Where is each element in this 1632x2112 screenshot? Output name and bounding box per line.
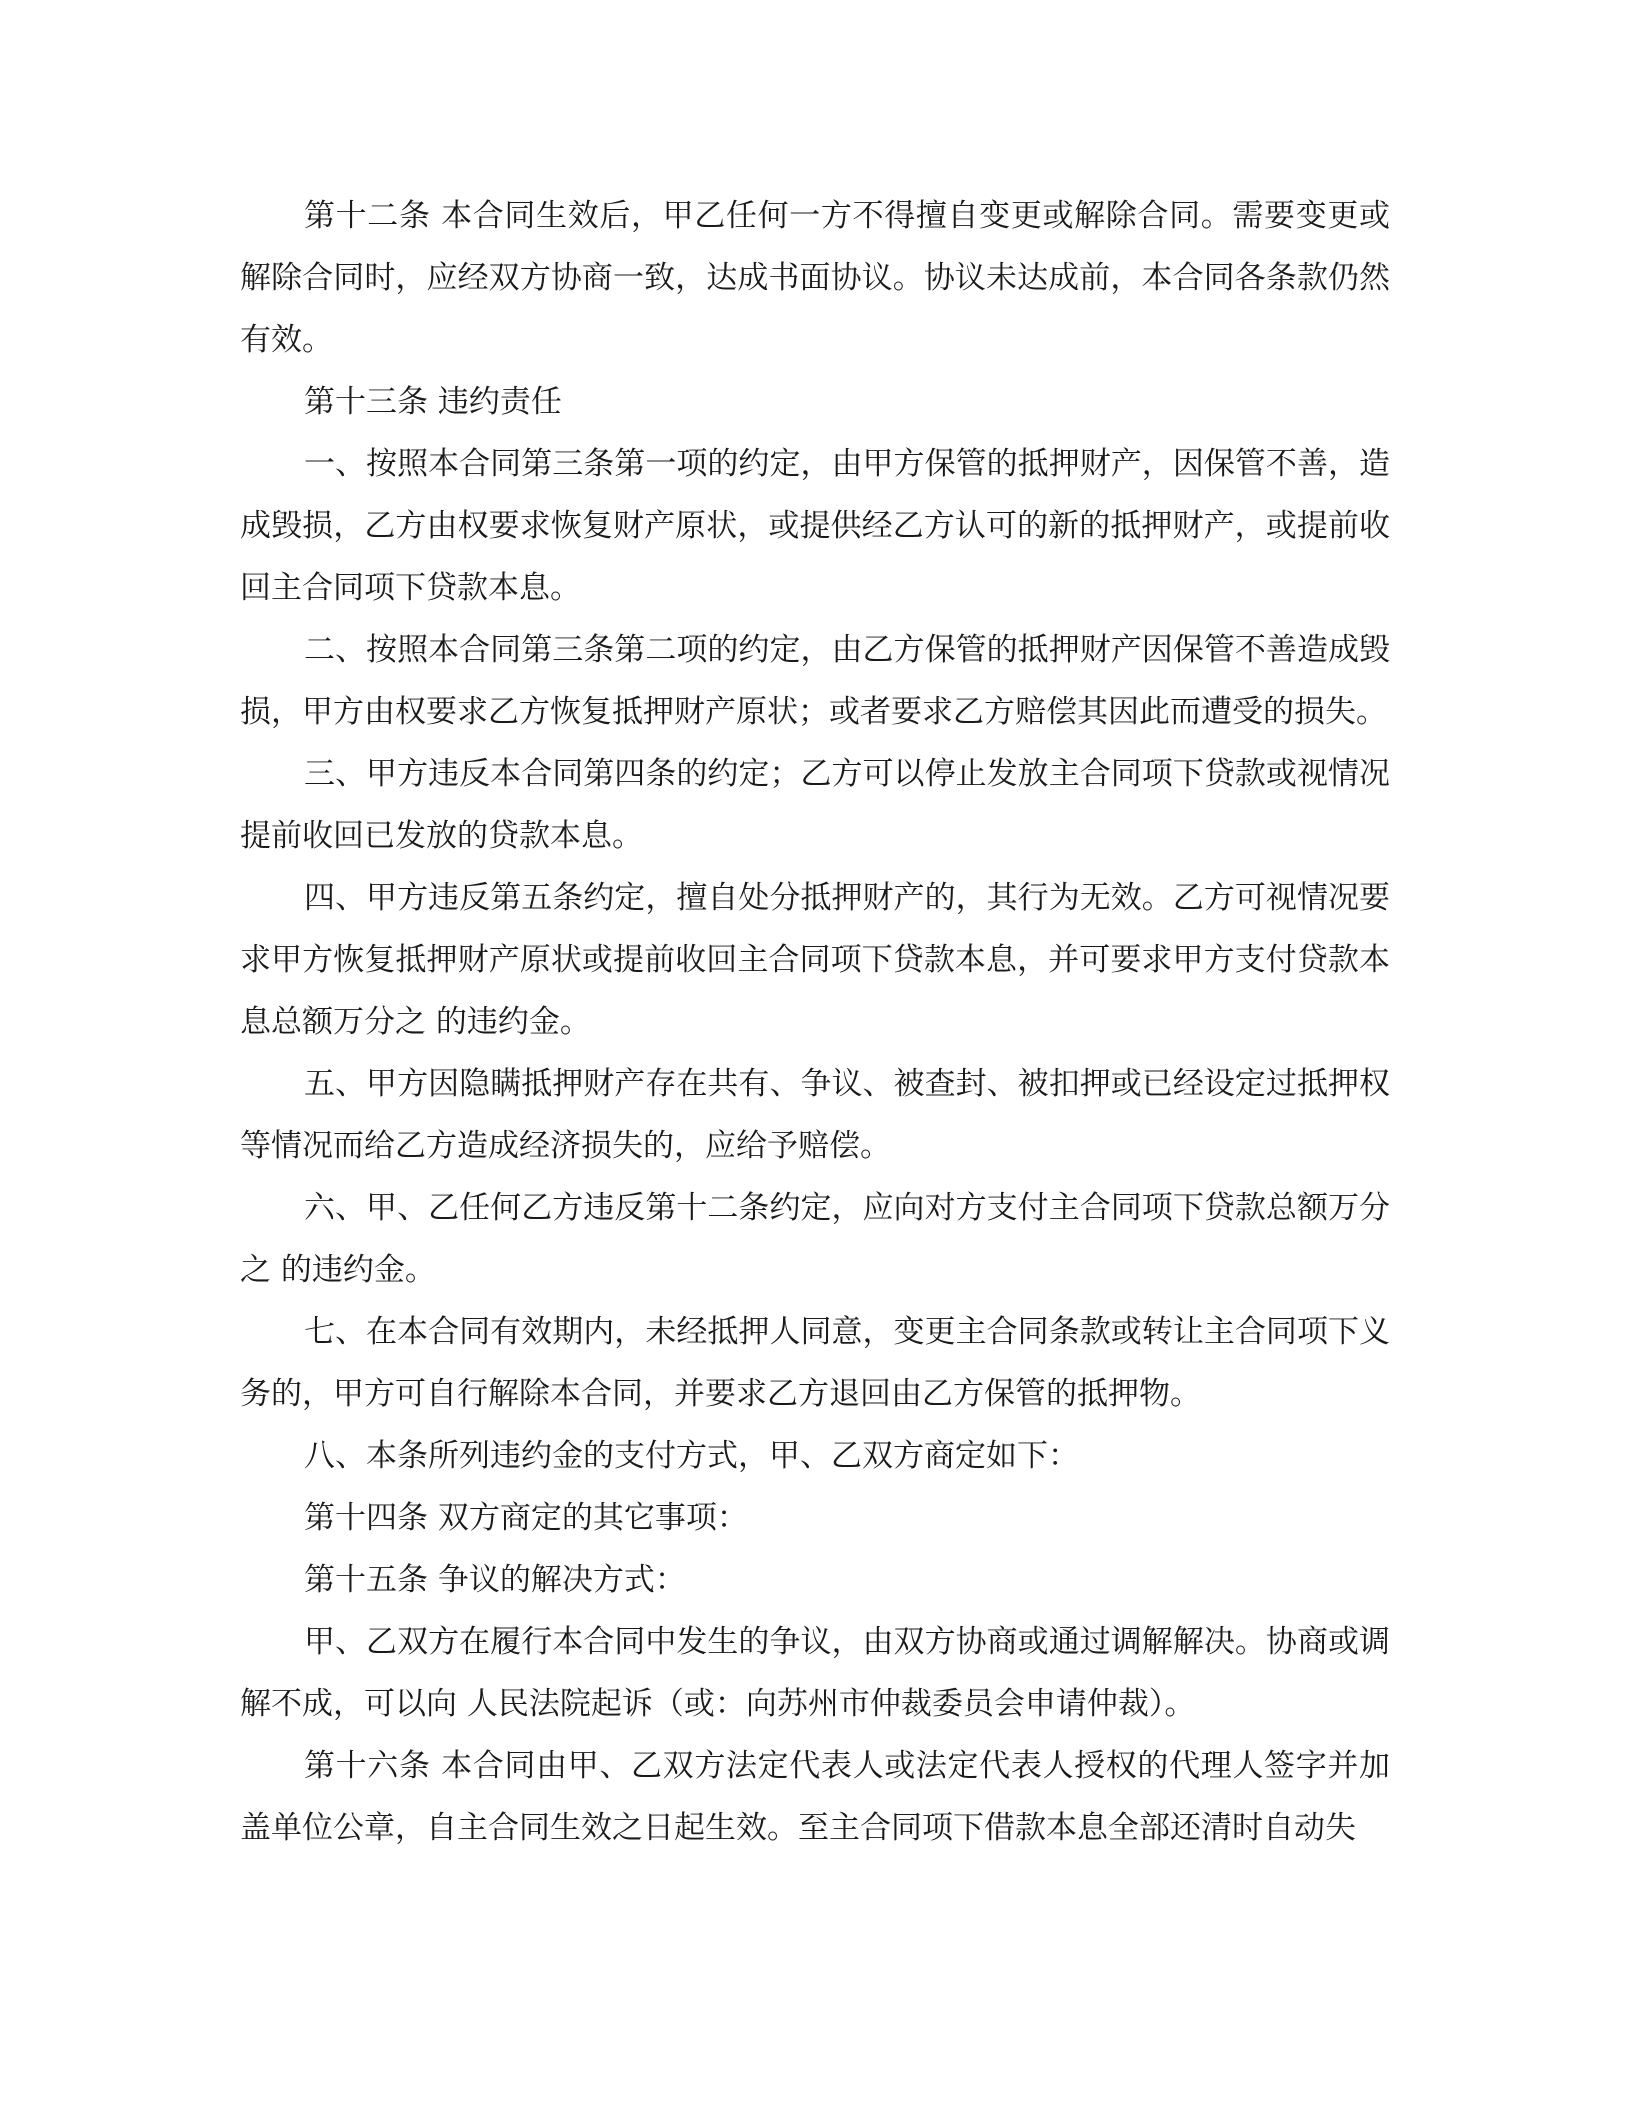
contract-body — [240, 185, 1390, 1859]
clause-15-heading: 第十五条 争议的解决方式： — [304, 1562, 686, 1598]
clause-13-item-8: 八、本条所列违约金的支付方式，甲、乙双方商定如下： — [304, 1438, 1079, 1474]
clause-13-item-6: 六、甲、乙任何乙方违反第十二条约定，应向对方支付主合同项下贷款总额万分之 的违约金。 — [240, 1190, 1390, 1288]
clause-13-item-5: 五、甲方因隐瞒抵押财产存在共有、争议、被查封、被扣押或已经设定过抵押权等情况而给乙方造成经济损失的，应给予赔偿。 — [240, 1066, 1390, 1164]
clause-12-paragraph: 第十二条 本合同生效后，甲乙任何一方不得擅自变更或解除合同。需要变更或解除合同时，应经双方协商一致，达成书面协议。协议未达成前，本合同各条款仍然有效。 — [240, 198, 1390, 358]
clause-13-item-1: 一、按照本合同第三条第一项的约定，由甲方保管的抵押财产，因保管不善，造成毁损，乙方由权要求恢复财产原状，或提供经乙方认可的新的抵押财产，或提前收回主合同项下贷款本息。 — [240, 446, 1390, 606]
clause-14-heading: 第十四条 双方商定的其它事项： — [304, 1500, 748, 1536]
clause-15-paragraph: 甲、乙双方在履行本合同中发生的争议，由双方协商或通过调解解决。协商或调解不成，可以向 人民法院起诉（或：向苏州市仲裁委员会申请仲裁）。 — [240, 1624, 1390, 1722]
clause-13-item-3: 三、甲方违反本合同第四条的约定；乙方可以停止发放主合同项下贷款或视情况提前收回已发放的贷款本息。 — [240, 756, 1390, 854]
clause-13-item-2: 二、按照本合同第三条第二项的约定，由乙方保管的抵押财产因保管不善造成毁损，甲方由权要求乙方恢复抵押财产原状；或者要求乙方赔偿其因此而遭受的损失。 — [240, 632, 1390, 730]
clause-13-item-7: 七、在本合同有效期内，未经抵押人同意，变更主合同条款或转让主合同项下义务的，甲方可自行解除本合同，并要求乙方退回由乙方保管的抵押物。 — [240, 1314, 1390, 1412]
clause-16-paragraph: 第十六条 本合同由甲、乙双方法定代表人或法定代表人授权的代理人签字并加盖单位公章，自主合同生效之日起生效。至主合同项下借款本息全部还清时自动失 — [240, 1748, 1390, 1846]
clause-13-heading: 第十三条 违约责任 — [304, 384, 562, 420]
clause-13-item-4: 四、甲方违反第五条约定，擅自处分抵押财产的，其行为无效。乙方可视情况要求甲方恢复抵押财产原状或提前收回主合同项下贷款本息，并可要求甲方支付贷款本息总额万分之 的违约金。 — [240, 880, 1390, 1040]
